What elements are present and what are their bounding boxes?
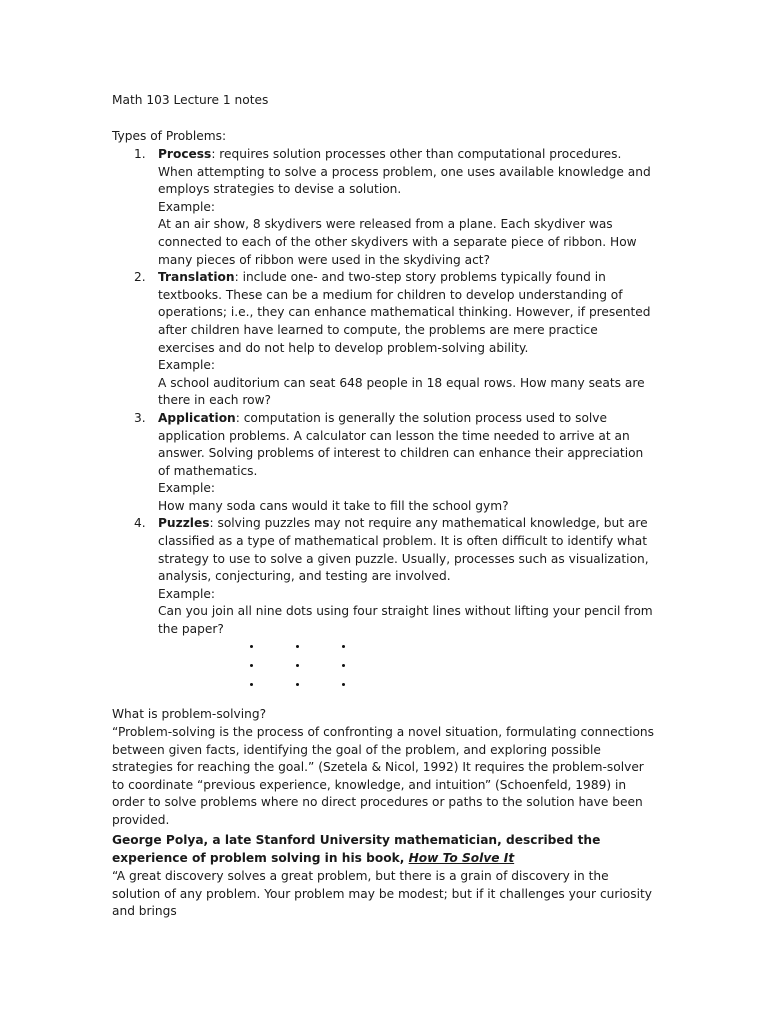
example-text: How many soda cans would it take to fill the school gym? — [158, 498, 509, 513]
puzzle-dot — [342, 664, 345, 667]
item-number: 1. — [134, 147, 146, 161]
item-text: : computation is generally the solution process used to solve application problems. A calculator can lesson the time needed to arrive at an answer. Solving problems of interest to children can enhance their appreciation of mathematics. — [158, 410, 644, 478]
puzzle-dot — [250, 683, 253, 686]
book-title: How To Solve It — [408, 850, 515, 865]
types-heading: Types of Problems: — [112, 129, 227, 143]
item-text: : solving puzzles may not require any mathematical knowledge, but are classified as a type of mathematical problem. It is often difficult to identify what strategy to use to solve a given puzzle. Usually, processes such as visualization, analysis, conjecturing, and testing are involved. — [158, 516, 649, 584]
polya-heading-text: George Polya, a late Stanford University mathematician, described the experience of problem solving in his book, — [112, 833, 601, 865]
item-description — [158, 269, 658, 357]
puzzle-dot — [296, 664, 299, 667]
item-number: 3. — [134, 410, 146, 425]
item-term: Process — [158, 147, 212, 161]
puzzle-dot — [296, 683, 299, 686]
item-term: Application — [158, 410, 236, 425]
item-description — [158, 146, 658, 199]
item-number: 4. — [134, 516, 146, 531]
item-term: Puzzles — [158, 516, 210, 531]
puzzle-dot — [342, 683, 345, 686]
example-text: A school auditorium can seat 648 people in 18 equal rows. How many seats are there in each row? — [158, 375, 645, 408]
puzzle-dot — [250, 664, 253, 667]
list-item — [112, 146, 658, 269]
item-term: Translation — [158, 270, 235, 285]
example-label: Example: — [158, 199, 215, 214]
item-description — [158, 410, 658, 480]
problem-types-list — [112, 146, 658, 697]
list-item — [112, 410, 658, 516]
document-title: Math 103 Lecture 1 notes — [112, 93, 269, 107]
example-label: Example: — [158, 481, 215, 496]
problem-solving-heading: What is problem-solving? — [112, 707, 267, 721]
problem-solving-definition: “Problem-solving is the process of confronting a novel situation, formulating connections between given facts, identifying the goal of the problem, and exploring possible strategies for reaching the goal.” (Szetela & Nicol, 1992) It requires the problem-solver to coordinate “previous experience, knowledge, and intuition” (Schoenfeld, 1989) in order to solve problems where no direct procedures or paths to the solution have been provided. — [112, 725, 654, 827]
polya-quote: “A great discovery solves a great problem, but there is a grain of discovery in the solution of any problem. Your problem may be modest; but if it challenges your curiosity and brings — [112, 869, 652, 919]
puzzle-dot — [250, 645, 253, 648]
item-text: : include one- and two-step story problems typically found in textbooks. These can be a medium for children to develop understanding of operations; i.e., they can enhance mathematical thinking. However, if presented after children have learned to compute, the problems are mere practice exercises and do not help to develop problem-solving ability. — [158, 270, 651, 355]
list-item — [112, 515, 658, 696]
puzzle-dot — [296, 645, 299, 648]
list-item — [112, 269, 658, 410]
puzzle-dot — [342, 645, 345, 648]
example-label: Example: — [158, 358, 215, 373]
item-text: : requires solution processes other than computational procedures. When attempting to solve a process problem, one uses available knowledge and employs strategies to devise a solution. — [158, 147, 651, 197]
example-text: At an air show, 8 skydivers were released from a plane. Each skydiver was connected to each of the other skydivers with a separate piece of ribbon. How many pieces of ribbon were used in the skydiving act? — [158, 217, 637, 267]
item-number: 2. — [134, 270, 146, 285]
item-description — [158, 515, 658, 585]
example-text: Can you join all nine dots using four straight lines without lifting your pencil from the paper? — [158, 604, 653, 637]
polya-heading — [112, 832, 658, 867]
nine-dots-grid — [158, 639, 658, 697]
example-label: Example: — [158, 586, 215, 601]
